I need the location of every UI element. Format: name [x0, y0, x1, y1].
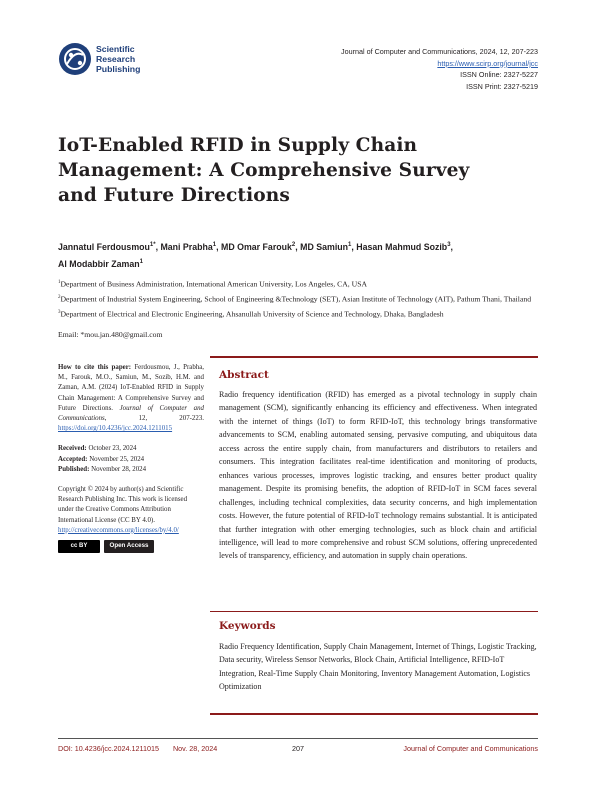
author-affil-sup: 2 [291, 242, 296, 248]
author-name: MD Omar Farouk [221, 241, 292, 252]
publisher-name-line: Publishing [96, 64, 141, 74]
journal-url-link[interactable]: https://www.scirp.org/journal/jcc [437, 58, 538, 68]
publisher-name-line: Research [96, 54, 136, 64]
abstract-heading: Abstract [219, 369, 269, 381]
footer-doi: DOI: 10.4236/jcc.2024.1211015 [58, 744, 159, 753]
author-affil-sup: 1 [139, 258, 143, 265]
affiliation-text: Department of Business Administration, International American University, Los Angeles, CA, USA [60, 279, 368, 289]
author-name: Jannatul Ferdousmou [58, 241, 150, 252]
keywords-rule [210, 611, 538, 612]
accepted-label: Accepted: [58, 455, 88, 463]
license-badges [58, 540, 204, 553]
open-access-badge: Open Access [104, 540, 154, 553]
journal-citation-line: Journal of Computer and Communications, 2024, 12, 207-223 [341, 47, 538, 56]
article-dates [58, 444, 204, 475]
affiliation-sup: 1 [58, 280, 61, 285]
copyright-notice [58, 485, 204, 536]
affiliation-text: Department of Industrial System Engineering, School of Engineering &Technology (SET), Asian Institute of Technology (AIT), Pathum Thani, Thailand [60, 294, 532, 304]
cc-by-badge[interactable]: cc BY [58, 540, 100, 553]
author-name: Hasan Mahmud Sozib [356, 241, 448, 252]
copyright-text: Copyright © 2024 by author(s) and Scientific Research Publishing Inc. This work is licensed under the Creative Commons Attribution International License (CC BY 4.0). [58, 486, 188, 524]
keywords-heading: Keywords [219, 620, 276, 632]
affiliation [58, 276, 548, 291]
cite-volume: , 12, 207-223. [104, 415, 204, 423]
page-number: 207 [292, 744, 304, 753]
corresponding-email: Email: *mou.jan.480@gmail.com [58, 330, 163, 339]
footer-date: Nov. 28, 2024 [172, 744, 218, 753]
abstract-text: Radio frequency identification (RFID) has emerged as a pivotal technology in supply chain management (SCM), significantly enhancing its efficiency and effectiveness. When integrated with the internet of things (IoT) to form RFID-IoT, this technology brings transformative advancements to SCM, enabling automated sensing, pervasive computing, and ubiquitous data access across the entire supply chain, from manufacturers and distributors to retailers and consumers. This integration facilitates real-time identification and monitoring of products, enhances various processes, improves logistic tracking, and ensures better product quality management. Despite its promising benefits, the adoption of RFID-IoT in SCM faces several challenges, including technical complexities, data security concerns, and high implementation costs. However, the future potential of RFID-IoT technology remains substantial. It is anticipated that further integration with other emerging technologies, such as block chain and artificial intelligence, will lead to more comprehensive and robust SCM solutions, offering unprecedented levels of transparency, efficiency, and automation in supply chain operations. [219, 390, 537, 561]
author-name: Mani Prabha [160, 241, 213, 252]
issn-print: ISSN Print: 2327-5219 [466, 81, 538, 91]
published-label: Published: [58, 465, 90, 473]
author-affil-sup: 1 [212, 242, 217, 248]
publisher-name-line: Scientific [96, 44, 135, 54]
license-link[interactable]: http://creativecommons.org/licenses/by/4.0/ [58, 526, 179, 534]
affiliation-sup: 3 [58, 310, 61, 316]
affiliations [58, 276, 548, 321]
footer-doi-date [58, 744, 217, 753]
author-affil-sup: 1* [149, 242, 156, 248]
how-to-cite [58, 363, 204, 434]
affiliation [58, 291, 548, 306]
cite-label: How to cite this paper: [58, 364, 132, 371]
received-date: October 23, 2024 [88, 445, 137, 453]
received-label: Received: [58, 445, 87, 453]
publisher-name [96, 44, 140, 74]
citation-sidebar [58, 363, 204, 553]
footer-rule [58, 738, 538, 739]
accepted-date: November 25, 2024 [89, 455, 145, 463]
keywords-text: Radio Frequency Identification, Supply Chain Management, Internet of Things, Logistic Tracking, Data security, Wireless Sensor Networks, Block Chain, Artificial Intelligence, RFID-IoT Integration, Real-Time Supply Chain Monitoring, Inventory Management Automation, Logistics Optimization [219, 642, 537, 692]
journal-info [341, 46, 538, 92]
cite-doi-link[interactable]: https://doi.org/10.4236/jcc.2024.1211015 [58, 425, 173, 433]
author-name: MD Samiun [300, 241, 349, 252]
affiliation-sup: 2 [58, 295, 61, 301]
affiliation [58, 306, 548, 321]
affiliation-text: Department of Electrical and Electronic Engineering, Ahsanullah University of Science and Technology, Dhaka, Bangladesh [60, 309, 444, 319]
article-title: IoT-Enabled RFID in Supply Chain Management: A Comprehensive Survey and Future Directions [58, 135, 470, 206]
author-affil-sup: 3 [447, 242, 451, 248]
issn-online: ISSN Online: 2327-5227 [460, 70, 538, 79]
keywords-bottom-rule [210, 713, 538, 715]
footer-journal: Journal of Computer and Communications [403, 744, 538, 753]
cite-journal: Journal of Computer and Communications [58, 404, 204, 423]
author-name: Al Modabbir Zaman [58, 258, 140, 269]
author-affil-sup: 1 [348, 242, 352, 248]
cite-text: Ferdousmou, J., Prabha, M., Farouk, M.O., Samiun, M., Sozib, H.M. and Zaman, A.M. (2024) IoT-Enabled RFID in Supply Chain Management: A Comprehensive Survey and Future Directions. [58, 364, 204, 412]
publisher-logo [58, 40, 166, 82]
scirp-logo-icon [58, 42, 92, 76]
author-list: Jannatul Ferdousmou$^{1*}$, Mani Prabha$^1$, MD Omar Farouk$^2$, MD Samiun$^1$, Hasan Mahmud Sozib$^3$, Al Modabbir Zaman$^1$ [58, 241, 453, 269]
abstract-top-rule [210, 356, 538, 358]
published-date: November 28, 2024 [91, 465, 147, 473]
